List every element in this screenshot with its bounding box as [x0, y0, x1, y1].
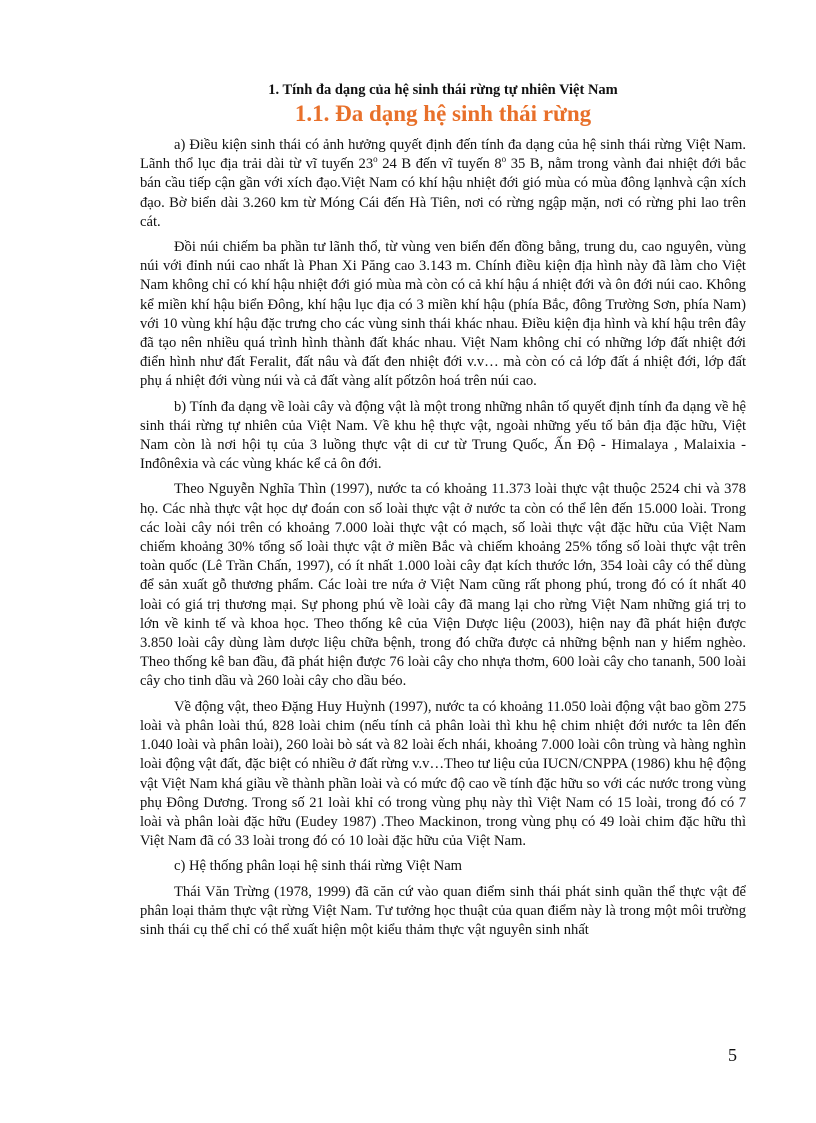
paragraph-terrain: Đồi núi chiếm ba phần tư lãnh thổ, từ vùng ven biển đến đồng bằng, trung du, cao nguyên, vùng núi với đỉnh núi cao nhất là Phan Xi Păng cao 3.143 m. Chính điều kiện địa hình này đã làm cho Việt Nam không chỉ có khí hậu nhiệt đới gió mùa mà còn có cả khí hậu á nhiệt đới và ôn đới núi cao. Không kể miền khí hậu biển Đông, khí hậu lục địa có 3 miền khí hậu (phía Bắc, đông Trường Sơn, phía Nam) với 10 vùng khí hậu đặc trưng cho các vùng sinh thái khác nhau. Điều kiện địa hình và khí hậu trên đây đã tạo nên nhiều quá trình hình thành đất khác nhau. Việt Nam không chỉ có những lớp đất nhiệt đới điển hình như đất Feralit, đất nâu và đất đen nhiệt đới v.v… mà còn có cả lớp đất á nhiệt đới, lớp đất phụ á nhiệt đới vùng núi và cả đất vàng alít pốtzôn hoá trên núi cao. — [140, 239, 746, 390]
paragraph-classification-heading: c) Hệ thống phân loại hệ sinh thái rừng Việt Nam — [174, 858, 463, 875]
degree-superscript: o — [373, 154, 378, 165]
page-number: 5 — [728, 1045, 737, 1065]
paragraph-text: 35 B, nằm trong vành đai nhiệt đới bắc bán cầu tiếp cận gần với xích đạo.Việt Nam có khí hậu nhiệt đới gió mùa có mùa đông lạnhvà cận xích đạo. Bờ biển dài 3.260 km từ Móng Cái đến Hà Tiên, nơi có rừng ngập mặn, nơi có rừng phi lao trên cát. — [140, 156, 746, 230]
section-heading: 1. Tính đa dạng của hệ sinh thái rừng tự nhiên Việt Nam — [268, 82, 618, 98]
paragraph-flora: Theo Nguyễn Nghĩa Thìn (1997), nước ta có khoảng 11.373 loài thực vật thuộc 2524 chi và 378 họ. Các nhà thực vật học dự đoán con số loài thực vật ở nước ta còn có thể lên đến 15.000 loài. Trong các loài cây nói trên có khoảng 7.000 loài thực vật có mạch, số loài thực vật đặc hữu của Việt Nam chiếm khoảng 30% tổng số loài thực vật ở miền Bắc và chiếm khoảng 25% tổng số loài thực vật trên toàn quốc (Lê Trần Chấn, 1997), có ít nhất 1.000 loài cây đạt kích thước lớn, 354 loài cây có thể dùng để sản xuất gỗ thương phẩm. Các loài tre nứa ở Việt Nam cũng rất phong phú, trong đó có ít nhất 40 loài có giá trị thương mại. Sự phong phú về loài cây đã mang lại cho rừng Việt Nam những giá trị to lớn về kinh tế và khoa học. Theo thống kê của Viện Dược liệu (2003), hiện nay đã phát hiện được 3.850 loài cây dùng làm dược liệu chữa bệnh, trong đó chữa được cả những bệnh nan y hiểm nghèo. Theo thống kê ban đầu, đã phát hiện được 76 loài cây cho nhựa thơm, 600 loài cây cho tananh, 500 loài cây cho tinh dầu và 260 loài cây cho dầu béo. — [140, 481, 746, 690]
paragraph-thai-van-trung: Thái Văn Trừng (1978, 1999) đã căn cứ vào quan điểm sinh thái phát sinh quần thể thực vật để phân loại thảm thực vật rừng Việt Nam. Tư tưởng học thuật của quan điểm này là trong một môi trường sinh thái cụ thể chỉ có thể xuất hiện một kiểu thảm thực vật nguyên sinh nhất — [140, 883, 746, 938]
paragraph-text: a) Điều kiện sinh thái có ảnh hưởng quyết định đến tính đa dạng của hệ sinh thái rừng Việt Nam. Lãnh thổ lục địa trải dài từ vĩ tuyến 23 — [140, 137, 746, 173]
paragraph-fauna: Về động vật, theo Đặng Huy Huỳnh (1997), nước ta có khoảng 11.050 loài động vật bao gồm 275 loài và phân loài thú, 828 loài chim (nếu tính cả phân loài thì khu hệ chim nhiệt đới nước ta lên đến 1.040 loài và phân loài), 260 loài bò sát và 82 loài ếch nhái, khoảng 7.000 loài côn trùng và hàng nghìn loài động vật đất, đặc biệt có nhiều ở đất rừng v.v…Theo tư liệu của IUCN/CNPPA (1986) khu hệ động vật Việt Nam khá giầu về thành phần loài và có mức độ cao về tính đặc hữu so với các nước trong vùng phụ Đông Dương. Trong số 21 loài khỉ có trong vùng phụ này thì Việt Nam có 15 loài, trong đó có 7 loài và phân loài đặc hữu (Eudey 1987) .Theo Mackinon, trong vùng phụ có 49 loài chim đặc hữu thì Việt Nam đã có 33 loài trong đó có 10 loài đặc hữu của Việt Nam. — [140, 698, 746, 850]
degree-superscript: o — [501, 154, 507, 165]
paragraph-species-diversity: b) Tính đa dạng về loài cây và động vật là một trong những nhân tố quyết định tính đa dạng về hệ sinh thái rừng tự nhiên của Việt Nam. Về khu hệ thực vật, ngoài những yếu tố bản địa đặc hữu, Việt Nam còn là nơi hội tụ của 3 luồng thực vật di cư từ Trung Quốc, Ấn Độ - Himalaya , Malaixia - Inđônêxia và các vùng khác kể cả ôn đới. — [140, 398, 746, 473]
page-content — [140, 80, 746, 946]
paragraph-text: 24 B đến vĩ tuyến 8 — [377, 156, 502, 173]
paragraph-ecological-conditions — [140, 136, 746, 232]
subsection-heading: 1.1. Đa dạng hệ sinh thái rừng — [294, 101, 592, 126]
